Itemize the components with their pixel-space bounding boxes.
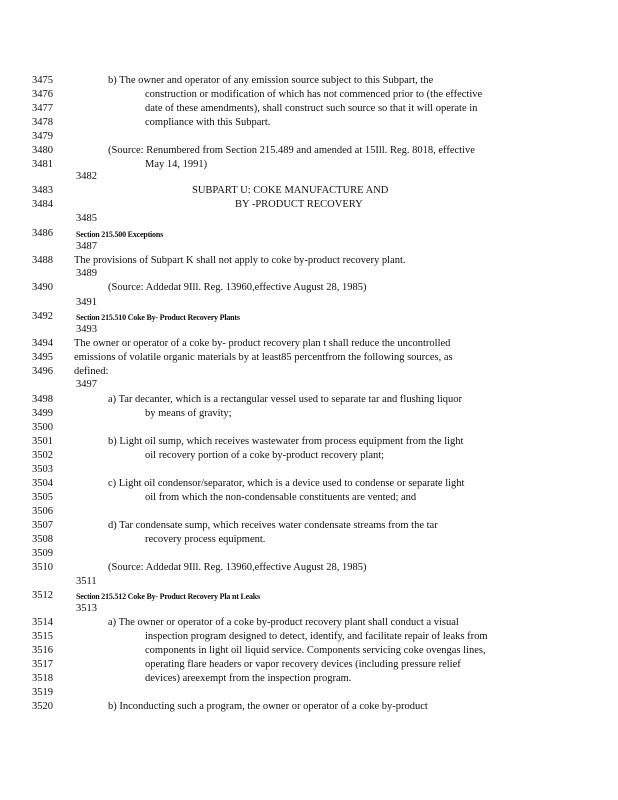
text-line-3508: recovery process equipment. — [145, 534, 266, 545]
line-number-3496: 3496 — [32, 366, 53, 377]
line-number-3516: 3516 — [32, 645, 53, 656]
line-number-3492: 3492 — [32, 311, 53, 322]
text-line-3478: compliance with this Subpart. — [145, 117, 271, 128]
line-number-3509: 3509 — [32, 548, 53, 559]
line-number-3510: 3510 — [32, 562, 53, 573]
text-line-3476: construction or modification of which has not commenced prior to (the effective — [145, 89, 483, 100]
line-number-3519: 3519 — [32, 687, 53, 698]
line-number-3514: 3514 — [32, 617, 53, 628]
text-line-3501: b) Light oil sump, which receives wastewater from process equipment from the light — [108, 436, 464, 447]
subpart-heading-line-1: SUBPART U: COKE MANUFACTURE AND — [192, 185, 389, 196]
text-line-3510: (Source: Addedat 9Ill. Reg. 13960,effective August 28, 1985) — [108, 562, 367, 573]
text-line-3502: oil recovery portion of a coke by-product recovery plant; — [145, 450, 385, 461]
line-number-3490: 3490 — [32, 282, 53, 293]
text-line-3494: The owner or operator of a coke by- product recovery plan t shall reduce the uncontrolled — [74, 338, 451, 349]
line-number-3515: 3515 — [32, 631, 53, 642]
line-number-3493: 3493 — [76, 324, 97, 335]
line-number-3484: 3484 — [32, 199, 53, 210]
line-number-3489: 3489 — [76, 268, 97, 279]
text-line-3475: b) The owner and operator of any emission source subject to this Subpart, the — [108, 75, 434, 86]
line-number-3503: 3503 — [32, 464, 53, 475]
line-number-3518: 3518 — [32, 673, 53, 684]
line-number-3508: 3508 — [32, 534, 53, 545]
text-line-3477: date of these amendments), shall construct such source so that it will operate in — [145, 103, 478, 114]
text-line-3480: (Source: Renumbered from Section 215.489 and amended at 15Ill. Reg. 8018, effective — [108, 145, 475, 156]
text-line-3481: May 14, 1991) — [145, 159, 208, 170]
text-line-3507: d) Tar condensate sump, which receives water condensate streams from the tar — [108, 520, 438, 531]
text-line-3499: by means of gravity; — [145, 408, 232, 419]
subpart-heading-line-2: BY -PRODUCT RECOVERY — [235, 199, 363, 210]
text-line-3488: The provisions of Subpart K shall not apply to coke by-product recovery plant. — [74, 255, 406, 266]
text-line-3517: operating flare headers or vapor recovery devices (including pressure relief — [145, 659, 461, 670]
line-number-3500: 3500 — [32, 422, 53, 433]
text-line-3495: emissions of volatile organic materials by at least85 percentfrom the following sources, as — [74, 352, 453, 363]
text-line-3515: inspection program designed to detect, identify, and facilitate repair of leaks from — [145, 631, 488, 642]
line-number-3520: 3520 — [32, 701, 53, 712]
section-heading-215-500: Section 215.500 Exceptions — [76, 230, 164, 239]
text-line-3518: devices) areexempt from the inspection program. — [145, 673, 352, 684]
line-number-3476: 3476 — [32, 89, 53, 100]
line-number-3485: 3485 — [76, 213, 97, 224]
section-heading-215-512: Section 215.512 Coke By- Product Recovery Pla nt Leaks — [76, 592, 260, 601]
line-number-3495: 3495 — [32, 352, 53, 363]
line-number-3483: 3483 — [32, 185, 53, 196]
line-number-3501: 3501 — [32, 436, 53, 447]
line-number-3480: 3480 — [32, 145, 53, 156]
line-number-3488: 3488 — [32, 255, 53, 266]
line-number-3479: 3479 — [32, 131, 53, 142]
line-number-3494: 3494 — [32, 338, 53, 349]
line-number-3477: 3477 — [32, 103, 53, 114]
line-number-3475: 3475 — [32, 75, 53, 86]
section-heading-215-510: Section 215.510 Coke By- Product Recovery Plants — [76, 313, 240, 322]
line-number-3481: 3481 — [32, 159, 53, 170]
text-line-3504: c) Light oil condensor/separator, which is a device used to condense or separate light — [108, 478, 465, 489]
line-number-3517: 3517 — [32, 659, 53, 670]
line-number-3513: 3513 — [76, 603, 97, 614]
line-number-3478: 3478 — [32, 117, 53, 128]
line-number-3498: 3498 — [32, 394, 53, 405]
line-number-3506: 3506 — [32, 506, 53, 517]
text-line-3505: oil from which the non-condensable constituents are vented; and — [145, 492, 417, 503]
line-number-3505: 3505 — [32, 492, 53, 503]
text-line-3520: b) Inconducting such a program, the owner or operator of a coke by-product — [108, 701, 428, 712]
line-number-3487: 3487 — [76, 241, 97, 252]
line-number-3502: 3502 — [32, 450, 53, 461]
text-line-3516: components in light oil liquid service. Components servicing coke ovengas lines, — [145, 645, 486, 656]
line-number-3491: 3491 — [76, 297, 97, 308]
text-line-3514: a) The owner or operator of a coke by-product recovery plant shall conduct a visual — [108, 617, 459, 628]
line-number-3504: 3504 — [32, 478, 53, 489]
text-line-3498: a) Tar decanter, which is a rectangular vessel used to separate tar and flushing liquor — [108, 394, 463, 405]
line-number-3499: 3499 — [32, 408, 53, 419]
text-line-3496: defined: — [74, 366, 109, 377]
line-number-3482: 3482 — [76, 171, 97, 182]
text-line-3490: (Source: Addedat 9Ill. Reg. 13960,effective August 28, 1985) — [108, 282, 367, 293]
line-number-3486: 3486 — [32, 228, 53, 239]
line-number-3507: 3507 — [32, 520, 53, 531]
line-number-3512: 3512 — [32, 590, 53, 601]
line-number-3511: 3511 — [76, 576, 97, 587]
line-number-3497: 3497 — [76, 379, 97, 390]
